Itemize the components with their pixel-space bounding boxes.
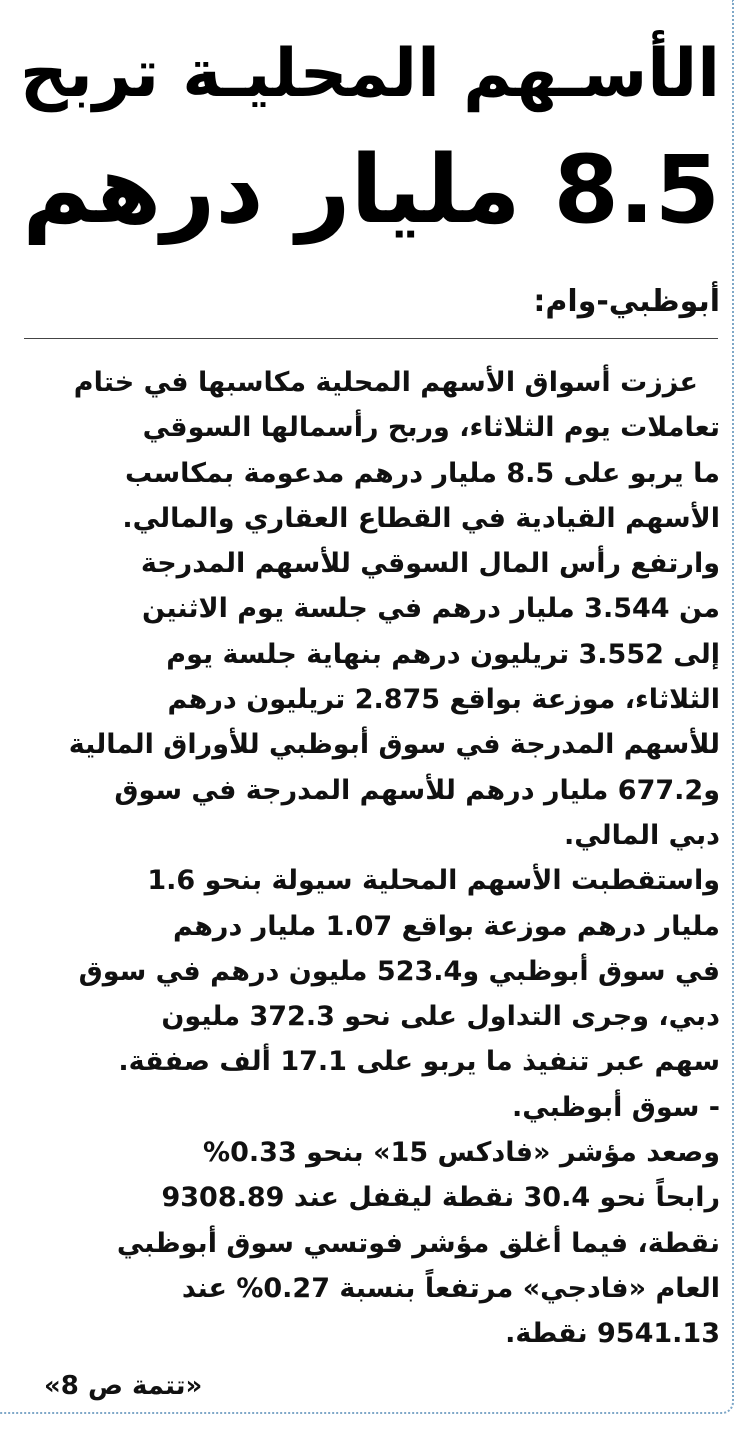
- headline: [20, 14, 720, 250]
- body-line: مليار درهم موزعة بواقع 1.07 مليار درهم: [173, 910, 720, 942]
- body-line: و677.2 مليار درهم للأسهم المدرجة في سوق: [114, 774, 720, 806]
- body-line: رابحاً نحو 30.4 نقطة ليقفل عند 9308.89: [161, 1182, 720, 1214]
- body-line: الأسهم القيادية في القطاع العقاري والمالي.: [122, 502, 720, 534]
- body-line: عززت أسواق الأسهم المحلية مكاسبها في ختام: [73, 367, 698, 398]
- byline: أبوظبي-وام:: [533, 284, 720, 319]
- body-line: 9541.13 نقطة.: [505, 1318, 720, 1350]
- body-line: واستقطبت الأسهم المحلية سيولة بنحو 1.6: [147, 865, 720, 897]
- body-line: من 3.544 مليار درهم في جلسة يوم الاثنين: [142, 593, 720, 625]
- body-line: العام «فادجي» مرتفعاً بنسبة 0.27% عند: [181, 1272, 720, 1304]
- body-line: تعاملات يوم الثلاثاء، وربح رأسمالها السوقي: [142, 412, 720, 444]
- headline-line: 8.5 مليار درهم: [22, 136, 720, 245]
- body-line: إلى 3.552 تريليون درهم بنهاية جلسة يوم: [166, 638, 720, 670]
- body-line: الثلاثاء، موزعة بواقع 2.875 تريليون درهم: [167, 684, 720, 716]
- body-line: نقطة، فيما أغلق مؤشر فوتسي سوق أبوظبي: [116, 1227, 720, 1259]
- body-line: وصعد مؤشر «فادكس 15» بنحو 0.33%: [203, 1137, 720, 1169]
- body-line: سهم عبر تنفيذ ما يربو على 17.1 ألف صفقة.: [118, 1046, 720, 1078]
- body-line: دبي، وجرى التداول على نحو 372.3 مليون: [161, 1001, 720, 1033]
- body-line: في سوق أبوظبي و523.4 مليون درهم في سوق: [78, 955, 720, 987]
- body-line: - سوق أبوظبي.: [512, 1091, 720, 1123]
- body-line: ما يربو على 8.5 مليار درهم مدعومة بمكاسب: [124, 457, 720, 489]
- divider: [24, 338, 718, 339]
- article-body: [24, 360, 720, 1357]
- body-line: دبي المالي.: [563, 819, 720, 851]
- headline-line: الأسـهم المحليـة تربح: [19, 34, 720, 112]
- body-line: وارتفع رأس المال السوقي للأسهم المدرجة: [140, 548, 720, 580]
- continuation-note: «تتمة ص 8»: [44, 1371, 203, 1401]
- body-line: للأسهم المدرجة في سوق أبوظبي للأوراق المالية: [68, 729, 720, 761]
